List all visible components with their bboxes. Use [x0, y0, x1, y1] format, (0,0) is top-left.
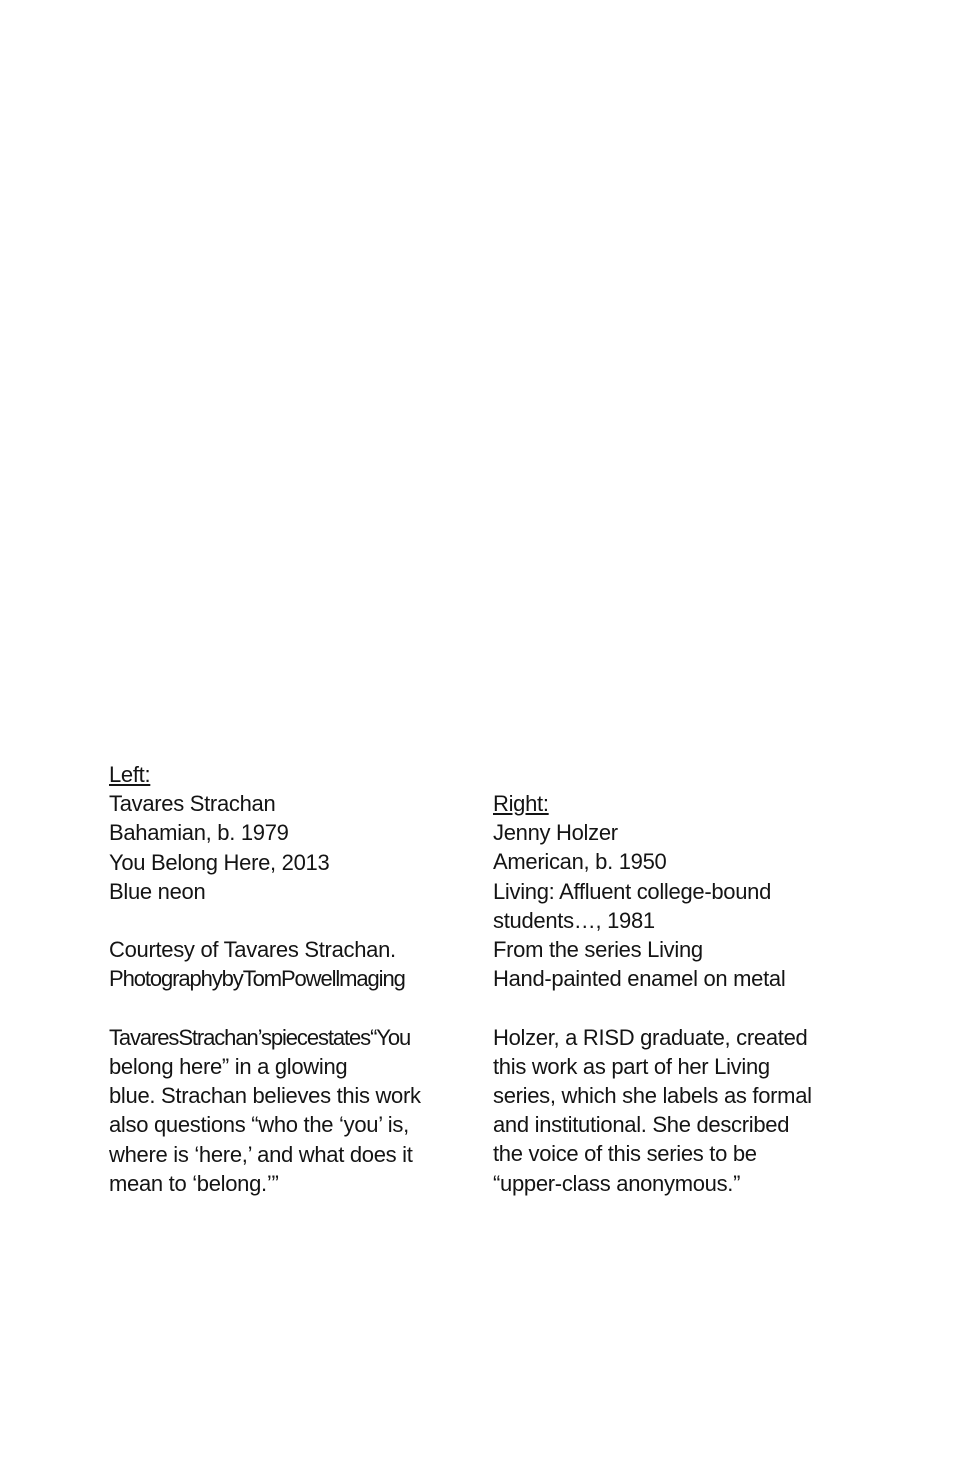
left-description-line: mean to ‘belong.’” — [109, 1170, 279, 1196]
spacer — [109, 994, 459, 1023]
left-artwork-title: You Belong Here, 2013 — [109, 849, 330, 875]
right-artwork-title-line: Living: Affluent college-bound — [493, 878, 772, 904]
right-description-line: and institutional. She described — [493, 1112, 790, 1138]
right-description-line: “upper-class anonymous.” — [493, 1170, 741, 1196]
right-heading: Right: — [493, 791, 549, 816]
left-description-line: blue. Strachan believes this work — [109, 1083, 421, 1109]
left-heading: Left: — [109, 762, 151, 787]
right-artwork-title-line: students…, 1981 — [493, 907, 655, 933]
right-description-line: this work as part of her Living — [493, 1053, 770, 1079]
left-nationality: Bahamian, b. 1979 — [109, 820, 289, 846]
right-artist: Jenny Holzer — [493, 820, 618, 846]
right-description-line: series, which she labels as formal — [493, 1083, 812, 1109]
left-credit-line: Courtesy of Tavares Strachan. — [109, 937, 396, 963]
left-artist: Tavares Strachan — [109, 791, 276, 817]
left-medium: Blue neon — [109, 878, 206, 904]
left-credit-line: PhotographybyTomPowellmaging — [109, 966, 405, 992]
left-description-line: where is ‘here,’ and what does it — [109, 1141, 413, 1167]
left-caption — [109, 760, 459, 1198]
right-description-line: the voice of this series to be — [493, 1141, 757, 1167]
right-description-line: Holzer, a RISD graduate, created — [493, 1024, 808, 1050]
left-description-line: TavaresStrachan’spiecestates“You — [109, 1024, 411, 1050]
spacer — [109, 906, 459, 935]
right-series: From the series Living — [493, 937, 703, 963]
right-nationality: American, b. 1950 — [493, 849, 667, 875]
right-medium: Hand-painted enamel on metal — [493, 966, 786, 992]
left-description-line: also questions “who the ‘you’ is, — [109, 1112, 409, 1138]
left-description-line: belong here” in a glowing — [109, 1054, 348, 1079]
right-caption — [493, 789, 843, 1198]
spacer — [493, 993, 843, 1022]
